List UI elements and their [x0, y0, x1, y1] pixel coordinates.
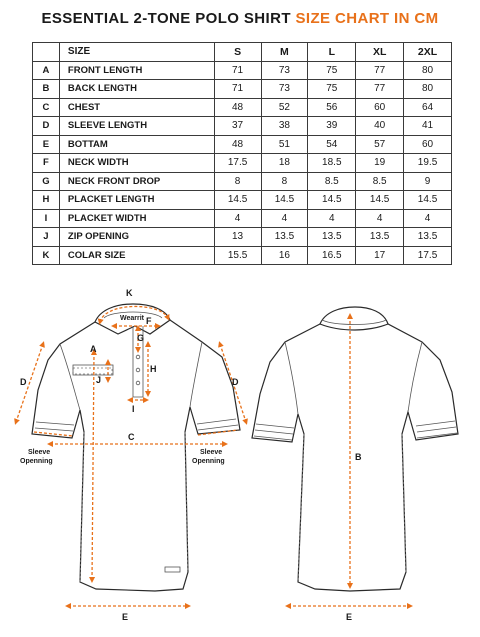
sleeve-note-left-1: Sleeve: [28, 449, 51, 456]
row-value-s: 17.5: [214, 154, 261, 173]
table-row: [33, 80, 452, 99]
row-value-s: 15.5: [214, 246, 261, 265]
label-a: A: [90, 344, 97, 354]
row-label: SLEEVE LENGTH: [59, 117, 214, 136]
row-code: C: [33, 98, 60, 117]
row-value-xl: 60: [356, 98, 404, 117]
row-value-2xl: 4: [404, 209, 452, 228]
row-value-l: 39: [308, 117, 356, 136]
row-value-m: 16: [261, 246, 308, 265]
row-value-m: 51: [261, 135, 308, 154]
table-row: [33, 246, 452, 265]
header-size-s: S: [214, 43, 261, 62]
table-row: [33, 154, 452, 173]
row-code: D: [33, 117, 60, 136]
row-value-xl: 4: [356, 209, 404, 228]
table-row: [33, 228, 452, 247]
row-label: FRONT LENGTH: [59, 61, 214, 80]
label-e-back: E: [346, 612, 353, 622]
back-collar: [320, 307, 388, 330]
row-value-xl: 13.5: [356, 228, 404, 247]
row-value-s: 48: [214, 98, 261, 117]
table-row: [33, 191, 452, 210]
row-value-s: 48: [214, 135, 261, 154]
row-code: J: [33, 228, 60, 247]
row-code: G: [33, 172, 60, 191]
row-label: PLACKET LENGTH: [59, 191, 214, 210]
table-row: [33, 61, 452, 80]
sleeve-note-left-2: Openning: [20, 458, 53, 465]
row-code: I: [33, 209, 60, 228]
row-value-l: 18.5: [308, 154, 356, 173]
row-value-2xl: 17.5: [404, 246, 452, 265]
row-value-l: 4: [308, 209, 356, 228]
row-value-l: 14.5: [308, 191, 356, 210]
row-value-xl: 17: [356, 246, 404, 265]
row-value-s: 71: [214, 61, 261, 80]
row-value-s: 4: [214, 209, 261, 228]
table-row: [33, 209, 452, 228]
row-value-m: 4: [261, 209, 308, 228]
label-b: B: [355, 452, 362, 462]
row-value-s: 71: [214, 80, 261, 99]
label-e-front: E: [122, 612, 129, 622]
row-value-2xl: 80: [404, 80, 452, 99]
row-value-2xl: 19.5: [404, 154, 452, 173]
row-value-xl: 57: [356, 135, 404, 154]
row-value-xl: 77: [356, 61, 404, 80]
row-label: PLACKET WIDTH: [59, 209, 214, 228]
header-size-m: M: [261, 43, 308, 62]
row-value-xl: 8.5: [356, 172, 404, 191]
row-code: E: [33, 135, 60, 154]
label-h: H: [150, 364, 157, 374]
header-size-l: L: [308, 43, 356, 62]
row-code: A: [33, 61, 60, 80]
row-value-2xl: 60: [404, 135, 452, 154]
row-value-s: 8: [214, 172, 261, 191]
row-value-m: 14.5: [261, 191, 308, 210]
row-value-l: 75: [308, 80, 356, 99]
front-view: [16, 288, 246, 622]
title-product: ESSENTIAL 2-TONE POLO SHIRT: [41, 10, 291, 27]
table-row: [33, 172, 452, 191]
row-value-2xl: 14.5: [404, 191, 452, 210]
row-value-l: 54: [308, 135, 356, 154]
row-value-xl: 19: [356, 154, 404, 173]
row-value-m: 8: [261, 172, 308, 191]
row-value-xl: 14.5: [356, 191, 404, 210]
row-label: BACK LENGTH: [59, 80, 214, 99]
row-value-s: 14.5: [214, 191, 261, 210]
header-code: [33, 43, 60, 62]
table-row: [33, 117, 452, 136]
label-g: G: [137, 333, 145, 343]
row-value-2xl: 13.5: [404, 228, 452, 247]
row-label: BOTTAM: [59, 135, 214, 154]
row-value-2xl: 80: [404, 61, 452, 80]
label-j: J: [96, 375, 102, 385]
size-chart-table: [32, 42, 452, 265]
row-value-m: 52: [261, 98, 308, 117]
row-value-m: 73: [261, 80, 308, 99]
row-code: H: [33, 191, 60, 210]
title-size-chart: SIZE CHART IN CM: [295, 10, 439, 27]
row-value-2xl: 64: [404, 98, 452, 117]
label-f: F: [146, 316, 152, 326]
header-size-2xl: 2XL: [404, 43, 452, 62]
label-c: C: [128, 432, 135, 442]
label-d-right: D: [232, 377, 239, 387]
row-label: NECK FRONT DROP: [59, 172, 214, 191]
header-size: SIZE: [59, 43, 214, 62]
row-value-l: 16.5: [308, 246, 356, 265]
label-k: K: [126, 288, 133, 298]
row-label: COLAR SIZE: [59, 246, 214, 265]
row-value-m: 13.5: [261, 228, 308, 247]
label-i: I: [132, 404, 135, 414]
table-row: [33, 98, 452, 117]
row-value-2xl: 41: [404, 117, 452, 136]
table-row: [33, 135, 452, 154]
row-value-m: 73: [261, 61, 308, 80]
row-value-l: 56: [308, 98, 356, 117]
table-header-row: [33, 43, 452, 62]
row-value-l: 75: [308, 61, 356, 80]
row-value-s: 13: [214, 228, 261, 247]
row-code: F: [33, 154, 60, 173]
row-value-2xl: 9: [404, 172, 452, 191]
front-logo: Wearrit: [120, 315, 144, 322]
row-value-l: 8.5: [308, 172, 356, 191]
back-view: [252, 307, 458, 622]
sleeve-note-right-2: Openning: [192, 458, 225, 465]
chart-title: [0, 10, 480, 27]
row-code: K: [33, 246, 60, 265]
sleeve-note-right-1: Sleeve: [200, 449, 223, 456]
row-code: B: [33, 80, 60, 99]
row-value-xl: 40: [356, 117, 404, 136]
polo-diagram: [0, 282, 480, 637]
header-size-xl: XL: [356, 43, 404, 62]
label-d-left: D: [20, 377, 27, 387]
row-value-s: 37: [214, 117, 261, 136]
row-label: CHEST: [59, 98, 214, 117]
row-value-m: 38: [261, 117, 308, 136]
row-value-m: 18: [261, 154, 308, 173]
row-label: ZIP OPENING: [59, 228, 214, 247]
row-value-l: 13.5: [308, 228, 356, 247]
row-label: NECK WIDTH: [59, 154, 214, 173]
row-value-xl: 77: [356, 80, 404, 99]
